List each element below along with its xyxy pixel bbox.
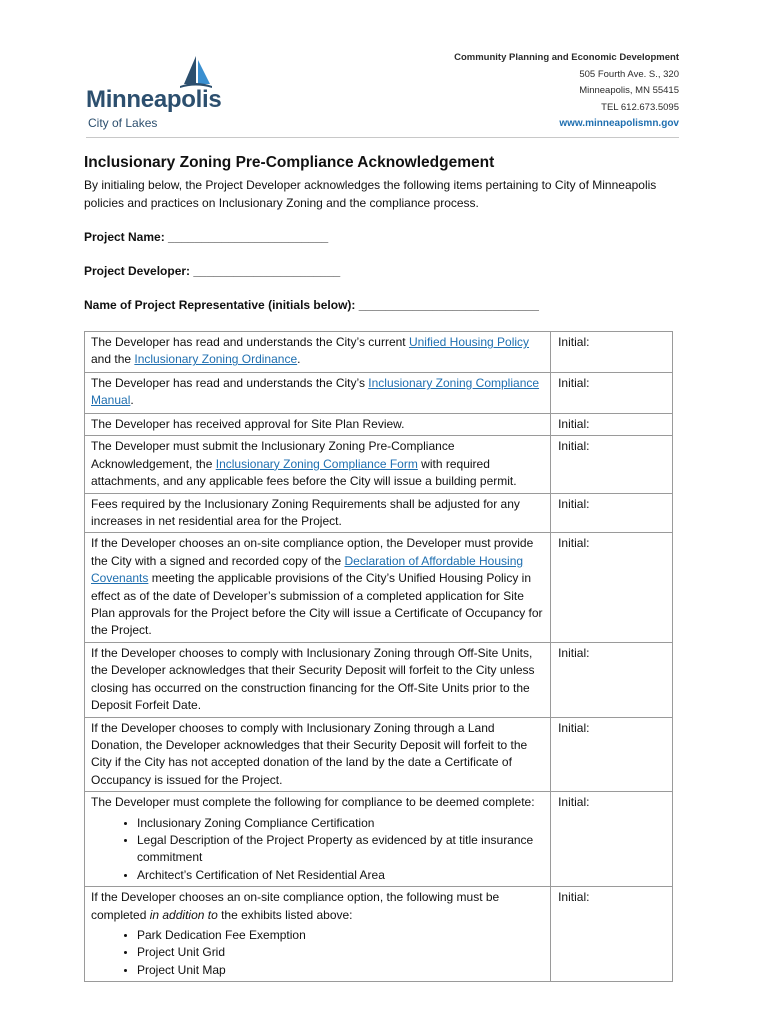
- initial-cell[interactable]: Initial:: [551, 436, 673, 493]
- statement-cell: If the Developer chooses an on-site compliance option, the Developer must provide the City with a signed and recorded copy of the Declaration of Affordable Housing Covenants meeting the applicable provisions of the City’s Unified Housing Policy in effect as of the date of Developer’s submission of a completed application for Site Plan approvals for the Project before the City will issue a Certificate of Occupancy for the Project.: [85, 533, 551, 642]
- requirement-intro: If the Developer chooses an on-site compliance option, the following must be completed in addition to the exhibits listed above:: [91, 890, 500, 922]
- initial-cell[interactable]: Initial:: [551, 332, 673, 373]
- logo-tagline: City of Lakes: [88, 116, 158, 130]
- contact-block: [454, 50, 679, 133]
- requirement-list: [91, 927, 544, 979]
- table-row: [85, 436, 673, 493]
- statement-cell: [85, 792, 551, 887]
- list-item: • Architect’s Certification of Net Residential Area: [137, 867, 544, 884]
- statement-cell: [85, 887, 551, 982]
- statement-cell: The Developer has received approval for Site Plan Review.: [85, 414, 551, 436]
- department-name: Community Planning and Economic Development: [454, 52, 679, 63]
- inclusionary-zoning-ordinance-link[interactable]: Inclusionary Zoning Ordinance: [134, 352, 298, 367]
- intro-paragraph: By initialing below, the Project Developer acknowledges the following items pertaining to City of Minneapolis policies and practices on Inclusionary Zoning and the compliance process.: [84, 178, 657, 210]
- table-row: [85, 642, 673, 717]
- table-row: [85, 373, 673, 414]
- table-row: [85, 414, 673, 436]
- initial-cell[interactable]: Initial:: [551, 373, 673, 414]
- project-name-field[interactable]: Project Name: ________________________: [84, 230, 329, 244]
- initial-cell[interactable]: Initial:: [551, 642, 673, 717]
- address-line-2: Minneapolis, MN 55415: [579, 85, 679, 96]
- project-representative-field[interactable]: Name of Project Representative (initials below): ___________________________: [84, 298, 539, 312]
- list-item: • Legal Description of the Project Property as evidenced by at title insurance commitment: [137, 832, 544, 867]
- sailboat-logo-icon: [178, 54, 214, 90]
- statement-cell: The Developer has read and understands the City’s current Unified Housing Policy and the Inclusionary Zoning Ordinance.: [85, 332, 551, 373]
- address-line-1: 505 Fourth Ave. S., 320: [579, 68, 679, 80]
- list-item: • Park Dedication Fee Exemption: [137, 927, 544, 944]
- table-row: [85, 533, 673, 642]
- website-link[interactable]: www.minneapolismn.gov: [559, 118, 679, 129]
- compliance-manual-link[interactable]: Inclusionary Zoning Compliance Manual: [91, 376, 540, 408]
- statement-cell: The Developer has read and understands the City’s Inclusionary Zoning Compliance Manual.: [85, 373, 551, 414]
- requirement-list: [91, 815, 544, 885]
- logo-wordmark: Minneapolis: [86, 86, 222, 113]
- table-row: [85, 332, 673, 373]
- initial-cell[interactable]: Initial:: [551, 414, 673, 436]
- list-item: • Project Unit Map: [137, 962, 544, 979]
- statement-cell: Fees required by the Inclusionary Zoning Requirements shall be adjusted for any increases in net residential area for the Project.: [85, 493, 551, 533]
- table-row: [85, 717, 673, 792]
- statement-cell: If the Developer chooses to comply with Inclusionary Zoning through Off-Site Units, the Developer acknowledges that their Security Deposit will forfeit to the City unless closing has occurred on the construction financing for the Off-Site Units prior to the Deposit Forfeit Date.: [85, 642, 551, 717]
- page-title: Inclusionary Zoning Pre-Compliance Acknowledgement: [84, 154, 495, 171]
- header-divider: [86, 137, 679, 138]
- list-item: • Project Unit Grid: [137, 944, 544, 961]
- initial-cell[interactable]: Initial:: [551, 887, 673, 982]
- requirement-intro: The Developer must complete the following for compliance to be deemed complete:: [91, 795, 535, 810]
- list-item: • Inclusionary Zoning Compliance Certification: [137, 815, 544, 832]
- city-logo: [86, 54, 226, 134]
- statement-cell: If the Developer chooses to comply with Inclusionary Zoning through a Land Donation, the Developer acknowledges that their Security Deposit will forfeit to the City if the City has not accepted donation of the land by the date a Certificate of Occupancy is issued for the Project.: [85, 717, 551, 792]
- table-row: [85, 493, 673, 533]
- unified-housing-policy-link[interactable]: Unified Housing Policy: [408, 335, 530, 349]
- project-developer-field[interactable]: Project Developer: ______________________: [84, 264, 341, 278]
- statement-cell: The Developer must submit the Inclusionary Zoning Pre-Compliance Acknowledgement, the Inclusionary Zoning Compliance Form with required attachments, and any applicable fees before the City will issue a building permit.: [85, 436, 551, 493]
- initial-cell[interactable]: Initial:: [551, 493, 673, 533]
- initial-cell[interactable]: Initial:: [551, 717, 673, 792]
- table-row: [85, 887, 673, 982]
- phone-number: TEL 612.673.5095: [601, 101, 679, 113]
- acknowledgement-table: [84, 331, 673, 982]
- declaration-covenants-link[interactable]: Declaration of Affordable Housing Covenants: [91, 553, 524, 586]
- initial-cell[interactable]: Initial:: [551, 533, 673, 642]
- compliance-form-link[interactable]: Inclusionary Zoning Compliance Form: [215, 456, 418, 471]
- initial-cell[interactable]: Initial:: [551, 792, 673, 887]
- table-row: [85, 792, 673, 887]
